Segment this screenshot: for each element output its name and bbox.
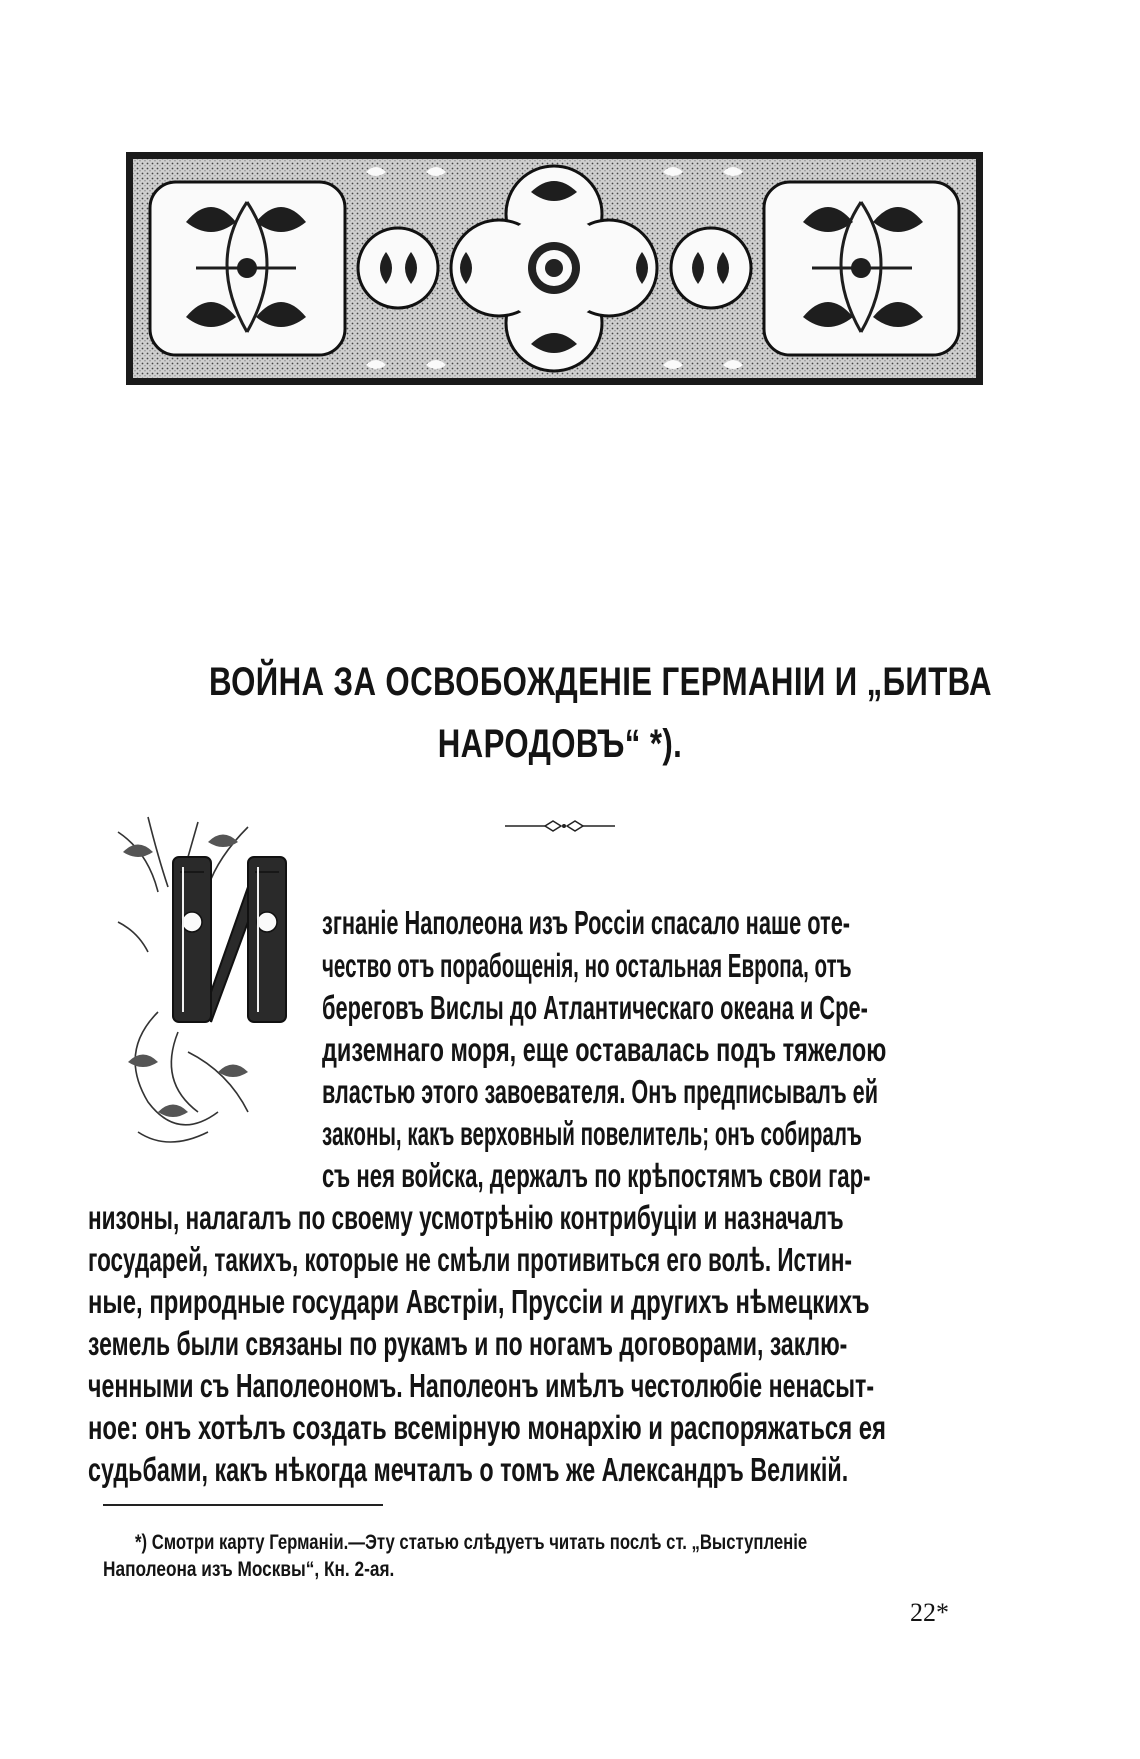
ornamental-divider <box>505 818 615 834</box>
ornamental-header-banner <box>126 152 983 385</box>
body-line: судьбами, какъ нѣкогда мечталъ о томъ же Александръ Великій. <box>88 1451 849 1488</box>
body-line: чество отъ порабощенія, но остальная Европа, отъ <box>322 947 852 984</box>
footnote-line-2: Наполеона изъ Москвы“, Кн. 2-ая. <box>103 1558 395 1581</box>
page-number: 22* <box>910 1598 949 1627</box>
decorated-initial-letter <box>98 812 303 1167</box>
body-line: диземнаго моря, еще оставалась подъ тяжелою <box>322 1031 887 1068</box>
footnote-line-1: *) Смотри карту Германіи.—Эту статью слѣдуетъ читать послѣ ст. „Выступленіе <box>135 1531 808 1554</box>
body-line: згнаніе Наполеона изъ Россіи спасало наше оте- <box>322 904 851 941</box>
body-line: береговъ Вислы до Атлантическаго океана и Сре- <box>322 989 868 1026</box>
body-line: властью этого завоевателя. Онъ предписывалъ ей <box>322 1073 879 1110</box>
body-line: ные, природные государи Австріи, Пруссіи и другихъ нѣмецкихъ <box>88 1283 870 1320</box>
chapter-title-line-1: ВОЙНА ЗА ОСВОБОЖДЕНІЕ ГЕРМАНІИ И „БИТВА <box>209 660 992 704</box>
body-line: ченными съ Наполеономъ. Наполеонъ имѣлъ честолюбіе ненасыт- <box>88 1367 875 1404</box>
body-line: законы, какъ верховный повелитель; онъ собиралъ <box>322 1115 862 1152</box>
body-line: ное: онъ хотѣлъ создать всемірную монархію и распоряжаться ея <box>88 1409 887 1446</box>
footnote-separator <box>103 1504 383 1506</box>
body-line: земель были связаны по рукамъ и по ногамъ договорами, заклю- <box>88 1325 848 1362</box>
chapter-title-line-2: НАРОДОВЪ“ *). <box>437 722 683 766</box>
body-line: государей, такихъ, которые не смѣли противиться его волѣ. Истин- <box>88 1241 852 1278</box>
body-line: низоны, налагалъ по своему усмотрѣнію контрибуціи и назначалъ <box>88 1199 844 1236</box>
body-line: съ нея войска, держалъ по крѣпостямъ свои гар- <box>322 1157 871 1194</box>
